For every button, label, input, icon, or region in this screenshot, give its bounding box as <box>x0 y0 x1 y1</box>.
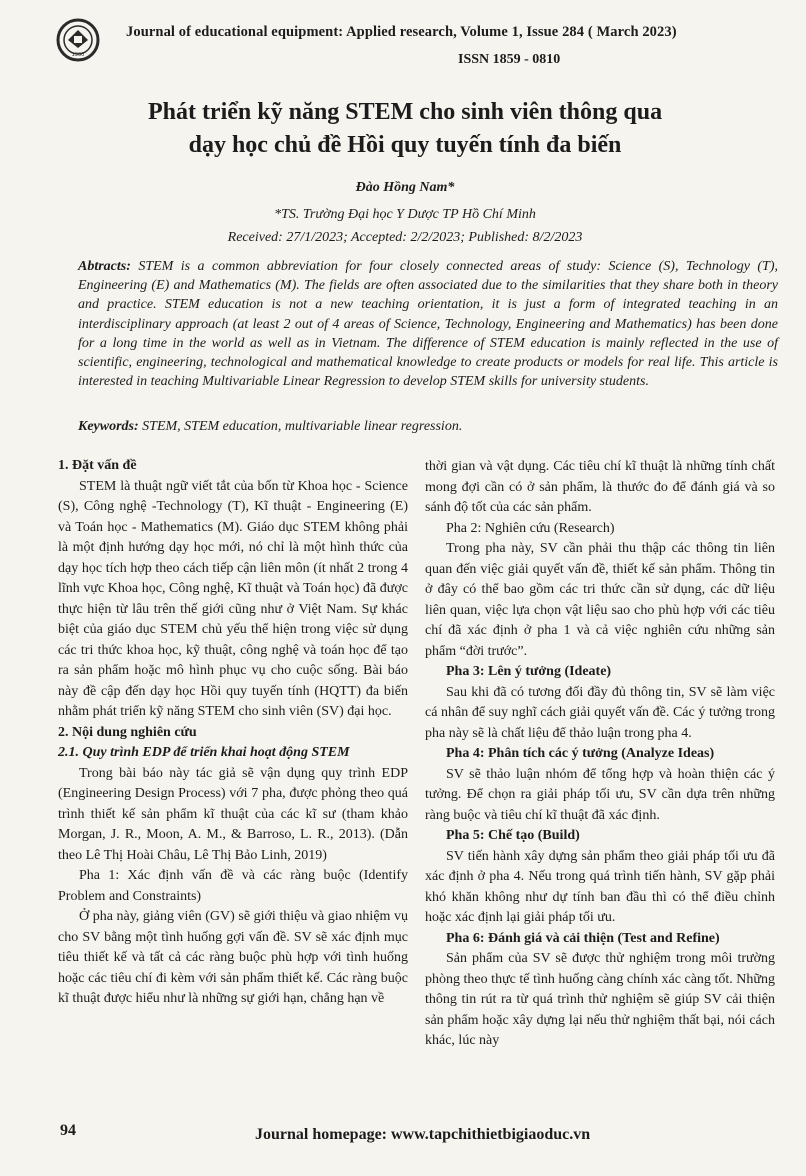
logo-year: 1900 <box>71 52 85 58</box>
paragraph: Trong bài báo này tác giả sẽ vận dụng quy trình EDP (Engineering Design Process) với 7 pha, được phỏng theo quá trình thiết kế sản phẩm kĩ thuật của các kĩ sư (tham khảo Morgan, J. R., Moon, A. M., & Barroso, L. R., 2013). (Dẫn theo Lê Thị Hoài Châu, Lê Thị Bảo Linh, 2019) <box>58 765 408 863</box>
phase-1-heading: Pha 1: Xác định vấn đề và các ràng buộc (Identify Problem and Constraints) <box>58 868 408 904</box>
publication-dates: Received: 27/1/2023; Accepted: 2/2/2023; Published: 8/2/2023 <box>227 230 583 245</box>
left-column <box>58 456 408 1010</box>
title-line-2: dạy học chủ đề Hồi quy tuyến tính đa biến <box>188 132 622 158</box>
paragraph: STEM là thuật ngữ viết tắt của bốn từ Khoa học - Science (S), Công nghệ -Technology (T), Kĩ thuật - Engineering (E) và Toán học - Mathematics (M). Giáo dục STEM không phải là một định hướng dạy học mới, nó chỉ là một hình thức của dạy học tích hợp theo cách tiếp cận liên môn (ít nhất 2 trong 4 lĩnh vực Khoa học, Công nghệ, Kĩ thuật và Toán học) đã được thực hiện từ lâu trên thế giới cũng như ở Việt Nam. Sự khác biệt của giáo dục STEM chủ yếu thể hiện trong việc sử dụng các tri thức khoa học, kỹ thuật, công nghệ và toán học để tạo ra sản phẩm hoặc mô hình phục vụ cho cuộc sống. Bài báo này đề cập đến dạy học Hồi quy tuyến tính (HQTT) đa biến nhằm phát triển kỹ năng STEM cho sinh viên (SV) đại học. <box>58 478 408 719</box>
phase-6-heading: Pha 6: Đánh giá và cải thiện (Test and Refine) <box>446 930 720 946</box>
keywords-text: STEM, STEM education, multivariable linear regression. <box>138 419 463 434</box>
keywords <box>78 417 778 436</box>
paragraph: Trong pha này, SV cần phải thu thập các thông tin liên quan đến việc giải quyết vấn đề, thiết kế sản phẩm. Thông tin ở đây có thể bao gồm các tri thức cần sử dụng, các dữ liệu liên quan, việc lựa chọn vật liệu sao cho phù hợp với các tiêu chí đã xác định ở pha 1 và cả việc nghiên cứu những sản phẩm “đời trước”. <box>425 541 775 659</box>
page-header <box>56 14 786 72</box>
paragraph: Ở pha này, giảng viên (GV) sẽ giới thiệu và giao nhiệm vụ cho SV bằng một tình huống gợi vấn đề. SV sẽ xác định mục tiêu thiết kế và tất cả các ràng buộc phù hợp với tình huống hoặc các tiêu chí đi kèm với sản phẩm thiết kế. Các ràng buộc kĩ thuật được hiểu như là những sự giới hạn, chẳng hạn về <box>58 909 408 1006</box>
section-heading-1: 1. Đặt vấn đề <box>58 458 137 473</box>
page-number: 94 <box>60 1122 76 1139</box>
phase-4-heading: Pha 4: Phân tích các ý tưởng (Analyze Ideas) <box>446 746 715 761</box>
paragraph: Sau khi đã có tương đối đầy đủ thông tin, SV sẽ làm việc cá nhân để suy nghĩ cách giải quyết vấn đề. Các ý tưởng trong pha này sẽ là chất liệu để thảo luận trong pha 4. <box>425 684 775 741</box>
paragraph: SV sẽ thảo luận nhóm để tổng hợp và hoàn thiện các ý tưởng. Để chọn ra giải pháp tối ưu, SV cần dựa trên những ràng buộc và tiêu chí kĩ thuật đã xác định. <box>425 766 775 823</box>
phase-5-heading: Pha 5: Chế tạo (Build) <box>446 828 580 843</box>
journal-logo-icon <box>56 18 100 62</box>
abstract-text: STEM is a common abbreviation for four closely connected areas of study: Science (S), Technology (T), Engineering (E) and Mathematics (M). The fields are often associated due to the similarities that they share both in theory and practice. STEM education is not a new teaching orientation, it is just a form of integrated teaching in an interdisciplinary approach (at least 2 out of 4 areas of Science, Technology, Engineering and Mathematics) has been done for a long time in the world as well as in Vietnam. The difference of STEM education is mainly reflected in the use of scientific, engineering, technological and mathematical knowledge to create products or models for real life. This article is interested in teaching Multivariable Linear Regression to develop STEM skills for university students. <box>78 259 778 390</box>
issn: ISSN 1859 - 0810 <box>458 52 561 67</box>
author-affiliation: *TS. Trường Đại học Y Dược TP Hồ Chí Minh <box>274 207 536 222</box>
abstract <box>78 257 778 391</box>
paragraph: Sản phẩm của SV sẽ được thử nghiệm trong môi trường phòng theo thực tế tình huống càng chính xác càng tốt. Những thông tin rút ra từ quá trình thử nghiệm sẽ giúp SV cải thiện sản phẩm hoặc xây dựng lại nếu thử nghiệm thất bại, nói cách khác, lúc này <box>425 951 775 1048</box>
author-name: Đào Hồng Nam* <box>355 180 455 195</box>
phase-3-heading: Pha 3: Lên ý tưởng (Ideate) <box>446 664 612 679</box>
journal-title: Journal of educational equipment: Applied research, Volume 1, Issue 284 ( March 2023) <box>126 24 677 40</box>
article-title <box>60 96 750 162</box>
title-line-1: Phát triển kỹ năng STEM cho sinh viên thông qua <box>147 99 663 125</box>
phase-2-heading: Pha 2: Nghiên cứu (Research) <box>446 520 615 536</box>
right-column <box>425 457 775 1052</box>
paragraph: SV tiến hành xây dựng sản phẩm theo giải pháp tối ưu đã xác định ở pha 4. Nếu trong quá trình tiến hành, SV gặp phải khó khăn không như dự tính ban đầu thì có thể điều chỉnh hoặc xác định lại giải pháp tối ưu. <box>425 848 775 925</box>
subsection-heading-2-1: 2.1. Quy trình EDP để triển khai hoạt động STEM <box>58 745 350 760</box>
section-heading-2: 2. Nội dung nghiên cứu <box>58 724 197 740</box>
keywords-label: Keywords: <box>78 419 139 434</box>
abstract-label: Abtracts: <box>78 259 131 274</box>
journal-homepage-link[interactable]: Journal homepage: www.tapchithietbigiaoduc.vn <box>255 1126 591 1143</box>
paragraph: thời gian và vật dụng. Các tiêu chí kĩ thuật là những tính chất mong đợi cần có ở sản phẩm, là thước đo để đánh giá và so sánh độ tốt của các sản phẩm. <box>425 459 775 515</box>
